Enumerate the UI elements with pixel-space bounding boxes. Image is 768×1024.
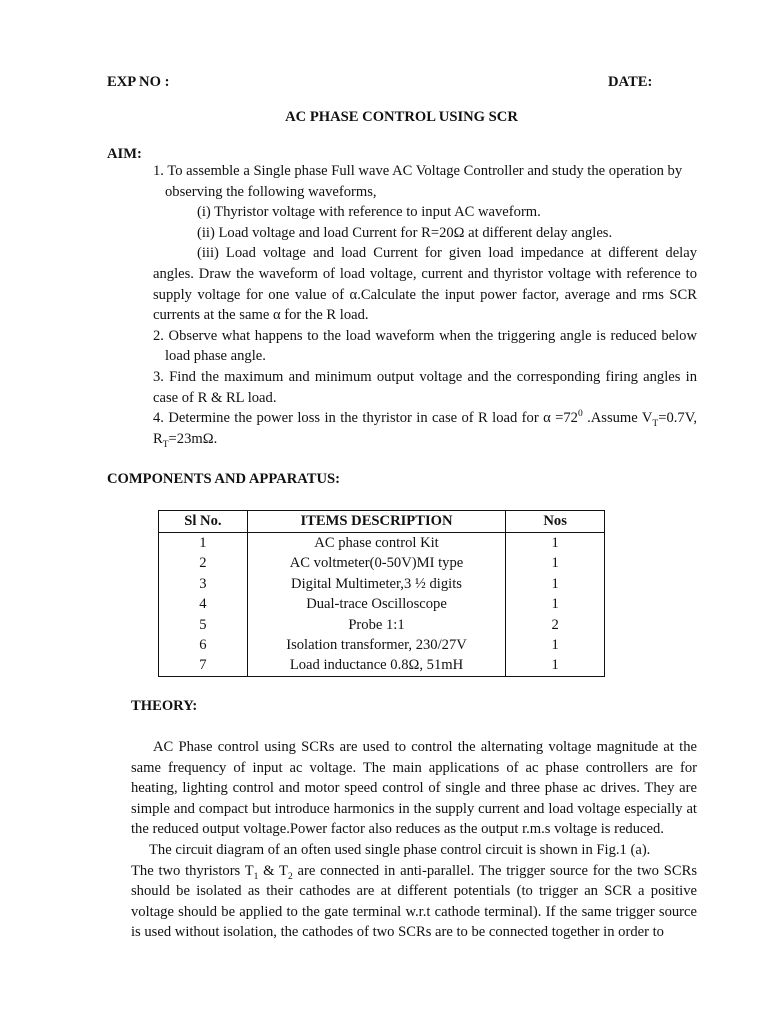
page-title: AC PHASE CONTROL USING SCR xyxy=(285,109,518,125)
theory-paragraph-3: The two thyristors $T_1$ & $T_2$ are connected in anti-parallel. The trigger source for the two SCRs should be isolated as their cathodes are at different potentials (to trigger an SCR a positive voltage should be applied to the gate terminal w.r.t cathode terminal). If the same trigger source is used without isolation, the cathodes of two SCRs are to be connected together in order to xyxy=(131,862,698,941)
cell-description: Probe 1:1 xyxy=(247,615,505,635)
cell-sl-no: 4 xyxy=(159,594,248,614)
cell-sl-no: 6 xyxy=(159,635,248,655)
table-row xyxy=(159,574,605,594)
aim-item-1-line-2: observing the following waveforms, xyxy=(165,183,377,200)
aim-item-1-line-1: 1. To assemble a Single phase Full wave AC Voltage Controller and study the operation by xyxy=(153,163,683,179)
table-row xyxy=(159,533,605,554)
aim-sub-ii: (ii) Load voltage and load Current for R=20Ω at different delay angles. xyxy=(197,224,613,241)
theory-heading: THEORY: xyxy=(131,698,198,714)
aim-heading: AIM: xyxy=(107,146,142,162)
components-heading: COMPONENTS AND APPARATUS: xyxy=(107,471,340,487)
theory-body xyxy=(131,737,697,943)
cell-sl-no: 2 xyxy=(159,553,248,573)
table-header-row xyxy=(159,511,605,533)
table-row xyxy=(159,553,605,573)
column-header-sl-no: Sl No. xyxy=(159,511,248,533)
aim-item-4: 4. Determine the power loss in the thyristor in case of R load for $\alpha =72^0$ .Assume $V_T=0.7V$, $R_T=23m\Omega$. xyxy=(153,409,697,450)
cell-nos: 1 xyxy=(506,533,605,554)
cell-description: Load inductance 0.8Ω, 51mH xyxy=(247,655,505,676)
theory-paragraph-1: AC Phase control using SCRs are used to control the alternating voltage magnitude at the same frequency of input ac voltage. The main applications of ac phase controllers are for heating, lighting control and motor speed control of single and three phase ac drives. They are simple and compact but introduce harmonics in the supply current and load voltage especially at the reduced output voltage.Power factor also reduces as the output r.m.s voltage is reduced. xyxy=(131,739,697,838)
date-label: DATE: xyxy=(608,74,653,90)
exp-no-label: EXP NO : xyxy=(107,74,170,90)
cell-nos: 1 xyxy=(506,574,605,594)
cell-description: AC phase control Kit xyxy=(247,533,505,554)
aim-sub-i: (i) Thyristor voltage with reference to input AC waveform. xyxy=(197,204,541,221)
cell-nos: 1 xyxy=(506,594,605,614)
cell-description: AC voltmeter(0-50V)MI type xyxy=(247,553,505,573)
cell-description: Isolation transformer, 230/27V xyxy=(247,635,505,655)
aim-item-3: 3. Find the maximum and minimum output voltage and the corresponding firing angles in case of R & RL load. xyxy=(153,368,697,406)
components-table xyxy=(158,510,605,677)
column-header-items-description: ITEMS DESCRIPTION xyxy=(247,511,505,533)
table-row xyxy=(159,594,605,614)
cell-sl-no: 3 xyxy=(159,574,248,594)
cell-description: Dual-trace Oscilloscope xyxy=(247,594,505,614)
aim-sub-iii: (iii) Load voltage and load Current for given load impedance at different delay angles. Draw the waveform of load voltage, current and thyristor voltage with reference to supply voltage for one value of α.Calculate the input power factor, average and rms SCR currents at the same α for the R load. xyxy=(153,245,697,324)
theory-paragraph-2: The circuit diagram of an often used single phase control circuit is shown in Fig.1 (a). xyxy=(149,841,651,858)
column-header-nos: Nos xyxy=(506,511,605,533)
cell-sl-no: 1 xyxy=(159,533,248,554)
table-row xyxy=(159,655,605,676)
cell-sl-no: 5 xyxy=(159,615,248,635)
cell-nos: 1 xyxy=(506,553,605,573)
table-row xyxy=(159,635,605,655)
aim-item-2: 2. Observe what happens to the load waveform when the triggering angle is reduced below load phase angle. xyxy=(153,327,697,365)
cell-nos: 2 xyxy=(506,615,605,635)
cell-nos: 1 xyxy=(506,635,605,655)
cell-description: Digital Multimeter,3 ½ digits xyxy=(247,574,505,594)
cell-nos: 1 xyxy=(506,655,605,676)
table-row xyxy=(159,615,605,635)
cell-sl-no: 7 xyxy=(159,655,248,676)
aim-body xyxy=(153,161,697,449)
